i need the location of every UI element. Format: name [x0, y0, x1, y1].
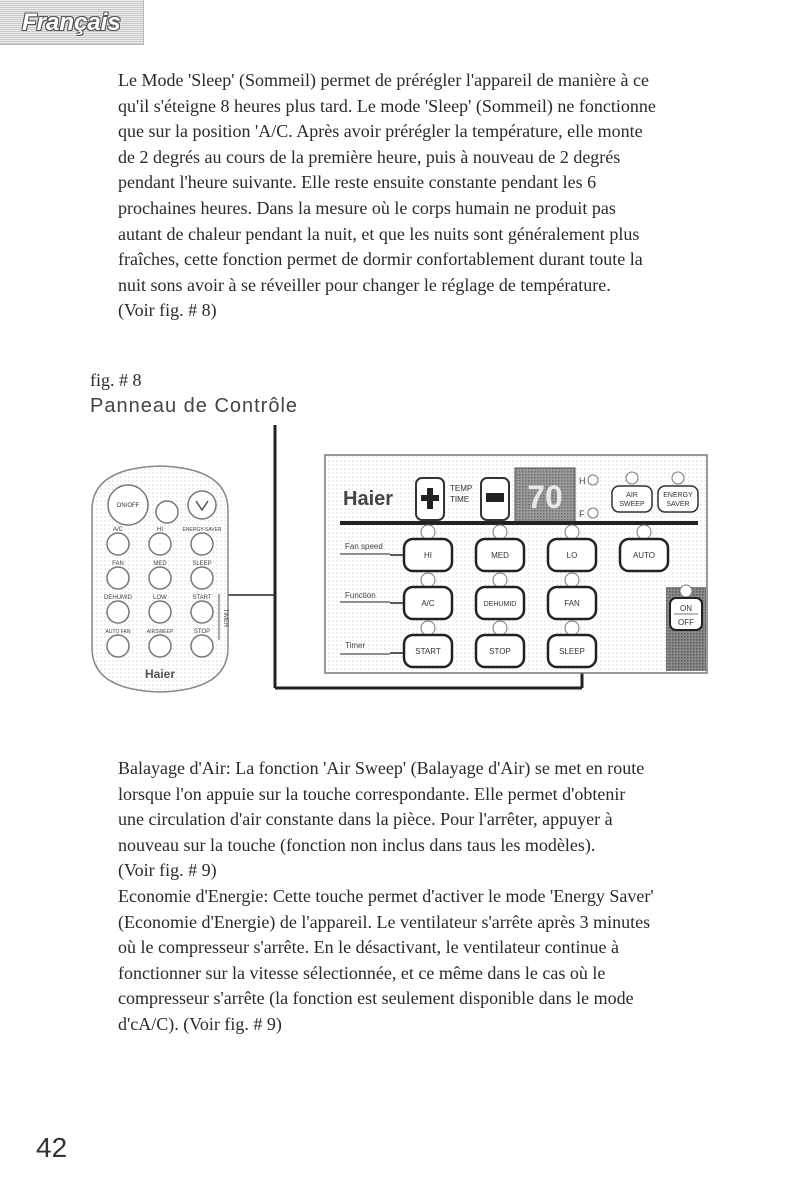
text-line: autant de chaleur pendant la nuit, et que les nuits sont généralement plus — [118, 223, 640, 244]
remote-label: SLEEP — [192, 561, 212, 567]
temp-label: TEMP — [450, 484, 473, 493]
text-line: où le compresseur s'arrête. En le désactivant, le ventilateur continue à — [118, 937, 620, 958]
button-label: A/C — [421, 599, 435, 608]
text-line: qu'il s'éteigne 8 heures plus tard. Le mode 'Sleep' (Sommeil) ne fonctionne — [118, 95, 656, 116]
figure-title: Panneau de Contrôle — [90, 395, 299, 417]
remote-button[interactable] — [149, 601, 171, 623]
button-label: SLEEP — [559, 647, 585, 656]
energy-saver-button[interactable] — [658, 486, 698, 512]
remote-button[interactable] — [191, 567, 213, 589]
temp-up-button[interactable] — [416, 478, 444, 520]
energy-saver-label: ENERGY — [663, 492, 693, 499]
text-line: fraîches, cette fonction permet de dormir confortablement durant toute la — [118, 249, 643, 270]
figure-label: fig. # 8 — [90, 370, 142, 390]
remote-button[interactable] — [107, 533, 129, 555]
panel-divider — [340, 521, 698, 525]
air-sweep-label: AIR — [626, 492, 638, 499]
button-label: HI — [424, 551, 432, 560]
energy-saver-label: SAVER — [666, 501, 690, 508]
text-line: une circulation d'air constante dans la pièce. Pour l'arrêter, appuyer à — [118, 809, 613, 830]
text-line: prochaines heures. Dans la mesure où le corps humain ne produit pas — [118, 197, 616, 218]
remote-power-button[interactable] — [108, 485, 148, 525]
indicator-light — [680, 585, 692, 597]
page-number: 42 — [36, 1132, 68, 1163]
remote-brand-logo: Haier — [144, 667, 176, 681]
remote-button[interactable] — [191, 533, 213, 555]
air-sweep-button[interactable] — [612, 486, 652, 512]
button-label: LO — [566, 551, 578, 560]
remote-label: HI — [157, 527, 163, 533]
remote-label: LOW — [153, 595, 167, 601]
remote-button-row — [107, 561, 213, 589]
remote-label: AIRSWEEP — [146, 629, 174, 635]
temp-down-button[interactable] — [481, 478, 509, 520]
remote-label: A/C — [112, 527, 124, 533]
time-label: TIME — [450, 495, 470, 504]
row-label: Function — [345, 591, 376, 600]
language-tab-label: Français — [22, 9, 121, 36]
button-label: DEHUMID — [483, 601, 517, 608]
remote-control — [92, 466, 228, 692]
remote-button[interactable] — [107, 567, 129, 589]
text-line: Le Mode 'Sleep' (Sommeil) permet de prérégler l'appareil de manière à ce — [118, 70, 649, 90]
remote-button[interactable] — [149, 567, 171, 589]
button-label: STOP — [489, 647, 511, 656]
remote-power-label: ON/OFF — [116, 503, 140, 509]
remote-button[interactable] — [156, 501, 178, 523]
text-line: (Voir fig. # 8) — [118, 300, 217, 321]
text-line: d'cA/C). (Voir fig. # 9) — [118, 1013, 282, 1034]
remote-button[interactable] — [107, 601, 129, 623]
air-sweep-energy-saver-paragraph — [118, 756, 718, 1038]
temperature-display — [515, 468, 575, 523]
text-line: nuit sons avoir à se réveiller pour changer le réglage de température. — [118, 274, 611, 295]
text-line: (Voir fig. # 9) — [118, 860, 217, 881]
text-line: Economie d'Energie: Cette touche permet d'activer le mode 'Energy Saver' — [118, 885, 654, 906]
indicator-light — [588, 508, 598, 518]
remote-button-row — [106, 629, 213, 657]
remote-timer-label: TIMER — [222, 608, 228, 628]
remote-label: AUTO FAN — [105, 629, 131, 635]
panel-brand-logo: Haier — [343, 488, 394, 510]
text-line: lorsque l'on appuie sur la touche correspondante. Elle permet d'obtenir — [118, 783, 626, 804]
power-switch[interactable] — [666, 585, 706, 671]
indicator-light — [626, 472, 638, 484]
text-line: compresseur s'arrête (la fonction est seulement disponible dans le mode — [118, 988, 634, 1009]
remote-button-row — [104, 595, 213, 623]
remote-button[interactable] — [149, 533, 171, 555]
remote-button[interactable] — [191, 601, 213, 623]
unit-f-label: F — [579, 509, 585, 519]
control-panel — [325, 455, 707, 673]
button-label: MED — [491, 551, 509, 560]
display-value: 70 — [527, 479, 563, 515]
button-label: FAN — [564, 599, 580, 608]
text-line: de 2 degrés au cours de la première heure, puis à nouveau de 2 degrés — [118, 146, 621, 167]
text-line: que sur la position 'A/C. Après avoir prérégler la température, elle monte — [118, 121, 643, 142]
remote-button[interactable] — [149, 635, 171, 657]
text-line: fonctionner sur la vitesse sélectionnée, et ce même dans le cas où le — [118, 962, 606, 983]
indicator-light — [672, 472, 684, 484]
remote-label: START — [192, 595, 212, 601]
air-sweep-label: SWEEP — [619, 501, 645, 508]
indicator-light — [588, 475, 598, 485]
row-label: Timer — [345, 641, 366, 650]
row-label: Fan speed — [345, 542, 383, 551]
minus-icon — [486, 493, 504, 502]
power-on-label: ON — [680, 604, 692, 613]
remote-label: FAN — [112, 561, 124, 567]
remote-label: ENERGY-SAVER — [182, 527, 222, 533]
remote-button[interactable] — [107, 635, 129, 657]
remote-label: STOP — [193, 629, 211, 635]
unit-h-label: H — [579, 476, 586, 486]
remote-button[interactable] — [191, 635, 213, 657]
remote-label: DEHUMID — [104, 595, 132, 601]
button-label: START — [415, 647, 441, 656]
button-label: AUTO — [632, 551, 656, 560]
power-off-label: OFF — [678, 618, 694, 627]
remote-button[interactable] — [188, 491, 216, 519]
text-line: pendant l'heure suivante. Elle reste ensuite constante pendant les 6 — [118, 172, 597, 193]
text-line: nouveau sur la touche (fonction non inclus dans taus les modèles). — [118, 834, 596, 855]
text-line: (Economie d'Energie) de l'appareil. Le ventilateur s'arrête après 3 minutes — [118, 911, 651, 932]
text-line: Balayage d'Air: La fonction 'Air Sweep' (Balayage d'Air) se met en route — [118, 758, 645, 778]
remote-label: MED — [153, 561, 167, 567]
